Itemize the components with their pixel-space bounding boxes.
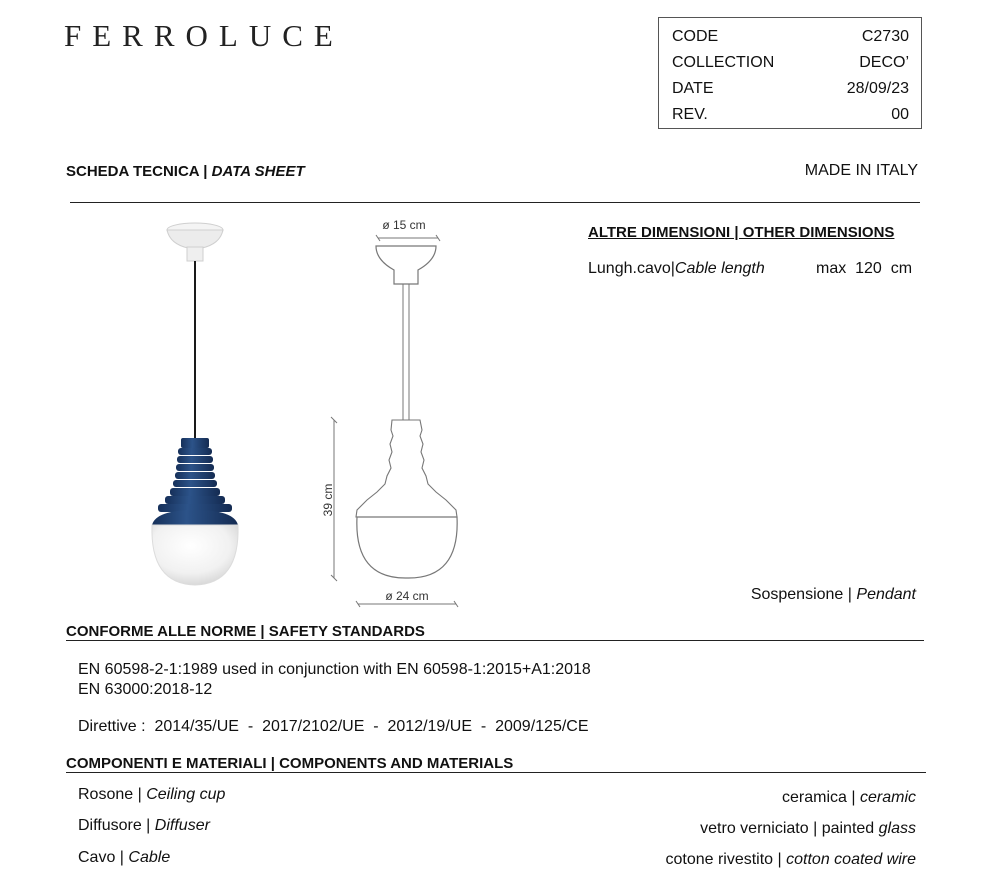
material-en: cotton coated wire: [786, 851, 916, 868]
top-diameter-label: ø 15 cm: [382, 218, 426, 232]
datasheet-title: [66, 163, 305, 180]
cable-length-label-it: Lungh.cavo|: [588, 260, 675, 277]
datasheet-title-en: DATA SHEET: [211, 163, 305, 180]
material-en: glass: [878, 820, 916, 837]
component-name-it: Cavo |: [78, 849, 124, 866]
component-name-en: Diffuser: [154, 817, 210, 834]
code-label: CODE: [672, 28, 719, 45]
brand-logo: FERROLUCE: [64, 18, 344, 53]
cable-length-value: max 120 cm: [816, 260, 913, 277]
header-divider: [70, 202, 920, 203]
cable-length-label-en: Cable length: [674, 260, 765, 277]
made-in-italy: MADE IN ITALY: [804, 162, 918, 179]
components-divider: [66, 772, 926, 773]
material-it: ceramica |: [782, 789, 856, 806]
material-en: ceramic: [859, 789, 916, 806]
cable-length-label: [588, 260, 765, 278]
material-ceiling-cup: [782, 789, 916, 807]
datasheet-title-it: SCHEDA TECNICA |: [66, 163, 208, 180]
safety-standard-2: EN 63000:2018-12: [78, 681, 213, 698]
info-row-date: [672, 76, 909, 102]
info-row-collection: [672, 50, 909, 76]
technical-drawing: [310, 214, 470, 609]
component-name-en: Cable: [128, 849, 171, 866]
lamp-photo: [140, 218, 270, 590]
date-label: DATE: [672, 80, 714, 97]
material-it: vetro verniciato | painted: [700, 820, 875, 837]
safety-title: CONFORME ALLE NORME | SAFETY STANDARDS: [66, 623, 425, 640]
lamp-type-en: Pendant: [856, 586, 916, 603]
code-value: C2730: [861, 28, 909, 45]
material-it: cotone rivestito |: [665, 851, 782, 868]
date-value: 28/09/23: [846, 80, 909, 97]
rev-value: 00: [891, 106, 909, 123]
component-name-en: Ceiling cup: [146, 786, 226, 803]
bottom-diameter-label: ø 24 cm: [385, 589, 429, 603]
rev-label: REV.: [672, 106, 708, 123]
safety-divider: [66, 640, 924, 641]
component-ceiling-cup: [78, 786, 225, 804]
height-label: 39 cm: [321, 483, 335, 517]
component-name-it: Diffusore |: [78, 817, 151, 834]
collection-value: DECO’: [859, 54, 909, 71]
lamp-type: [751, 586, 916, 604]
info-box: [658, 17, 922, 129]
collection-label: COLLECTION: [672, 54, 775, 71]
material-diffuser: [700, 820, 916, 838]
other-dimensions-title: [588, 224, 894, 241]
other-dimensions-title-text: ALTRE DIMENSIONI | OTHER DIMENSIONS: [588, 224, 895, 241]
components-title: COMPONENTI E MATERIALI | COMPONENTS AND MATERIALS: [66, 755, 514, 772]
component-cable: [78, 849, 170, 867]
info-row-rev: [672, 102, 909, 128]
component-diffuser: [78, 817, 210, 835]
component-name-it: Rosone |: [78, 786, 142, 803]
lamp-type-it: Sospensione |: [750, 586, 852, 603]
material-cable: [665, 851, 916, 869]
info-row-code: [672, 24, 909, 50]
directives: Direttive : 2014/35/UE - 2017/2102/UE - 2012/19/UE - 2009/125/CE: [78, 718, 589, 735]
safety-standard-1: EN 60598-2-1:1989 used in conjunction with EN 60598-1:2015+A1:2018: [78, 661, 591, 678]
